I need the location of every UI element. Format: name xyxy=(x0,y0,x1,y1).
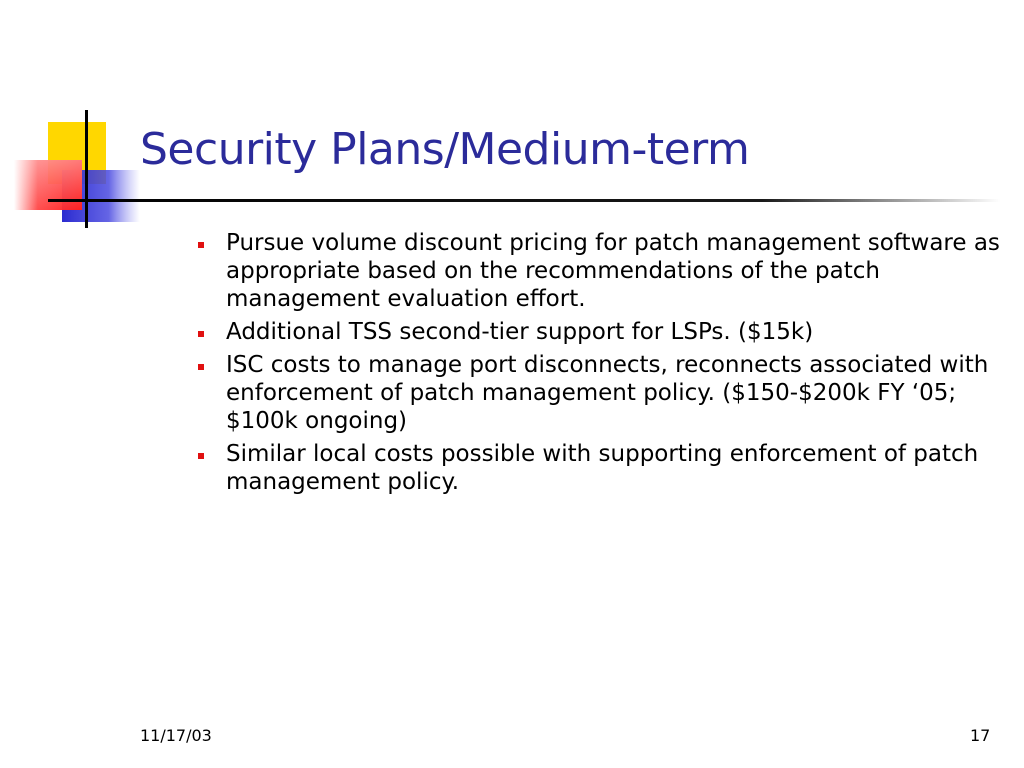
square-bullet-icon xyxy=(198,364,204,370)
bullet-list xyxy=(196,229,1006,501)
bullet-item xyxy=(196,318,1006,346)
square-bullet-icon xyxy=(198,453,204,459)
bullet-text: Additional TSS second-tier support for LSPs. ($15k) xyxy=(226,319,814,345)
footer-date: 11/17/03 xyxy=(140,726,212,745)
deco-vertical-rule xyxy=(85,110,88,228)
slide-title: Security Plans/Medium-term xyxy=(140,124,750,175)
square-bullet-icon xyxy=(198,331,204,337)
bullet-item xyxy=(196,440,1006,496)
page-number: 17 xyxy=(970,726,991,745)
title-decoration xyxy=(0,0,1024,240)
bullet-text: Pursue volume discount pricing for patch management software as appropriate based on the recommendations of the patch management evaluation effort. xyxy=(226,230,1000,312)
square-bullet-icon xyxy=(198,242,204,248)
bullet-item xyxy=(196,229,1006,313)
bullet-text: Similar local costs possible with supporting enforcement of patch management policy. xyxy=(226,441,979,495)
bullet-text: ISC costs to manage port disconnects, reconnects associated with enforcement of patch management policy. ($150-$200k FY ‘05; $100k ongoing) xyxy=(226,352,989,434)
title-underline xyxy=(48,199,1000,202)
bullet-item xyxy=(196,351,1006,435)
